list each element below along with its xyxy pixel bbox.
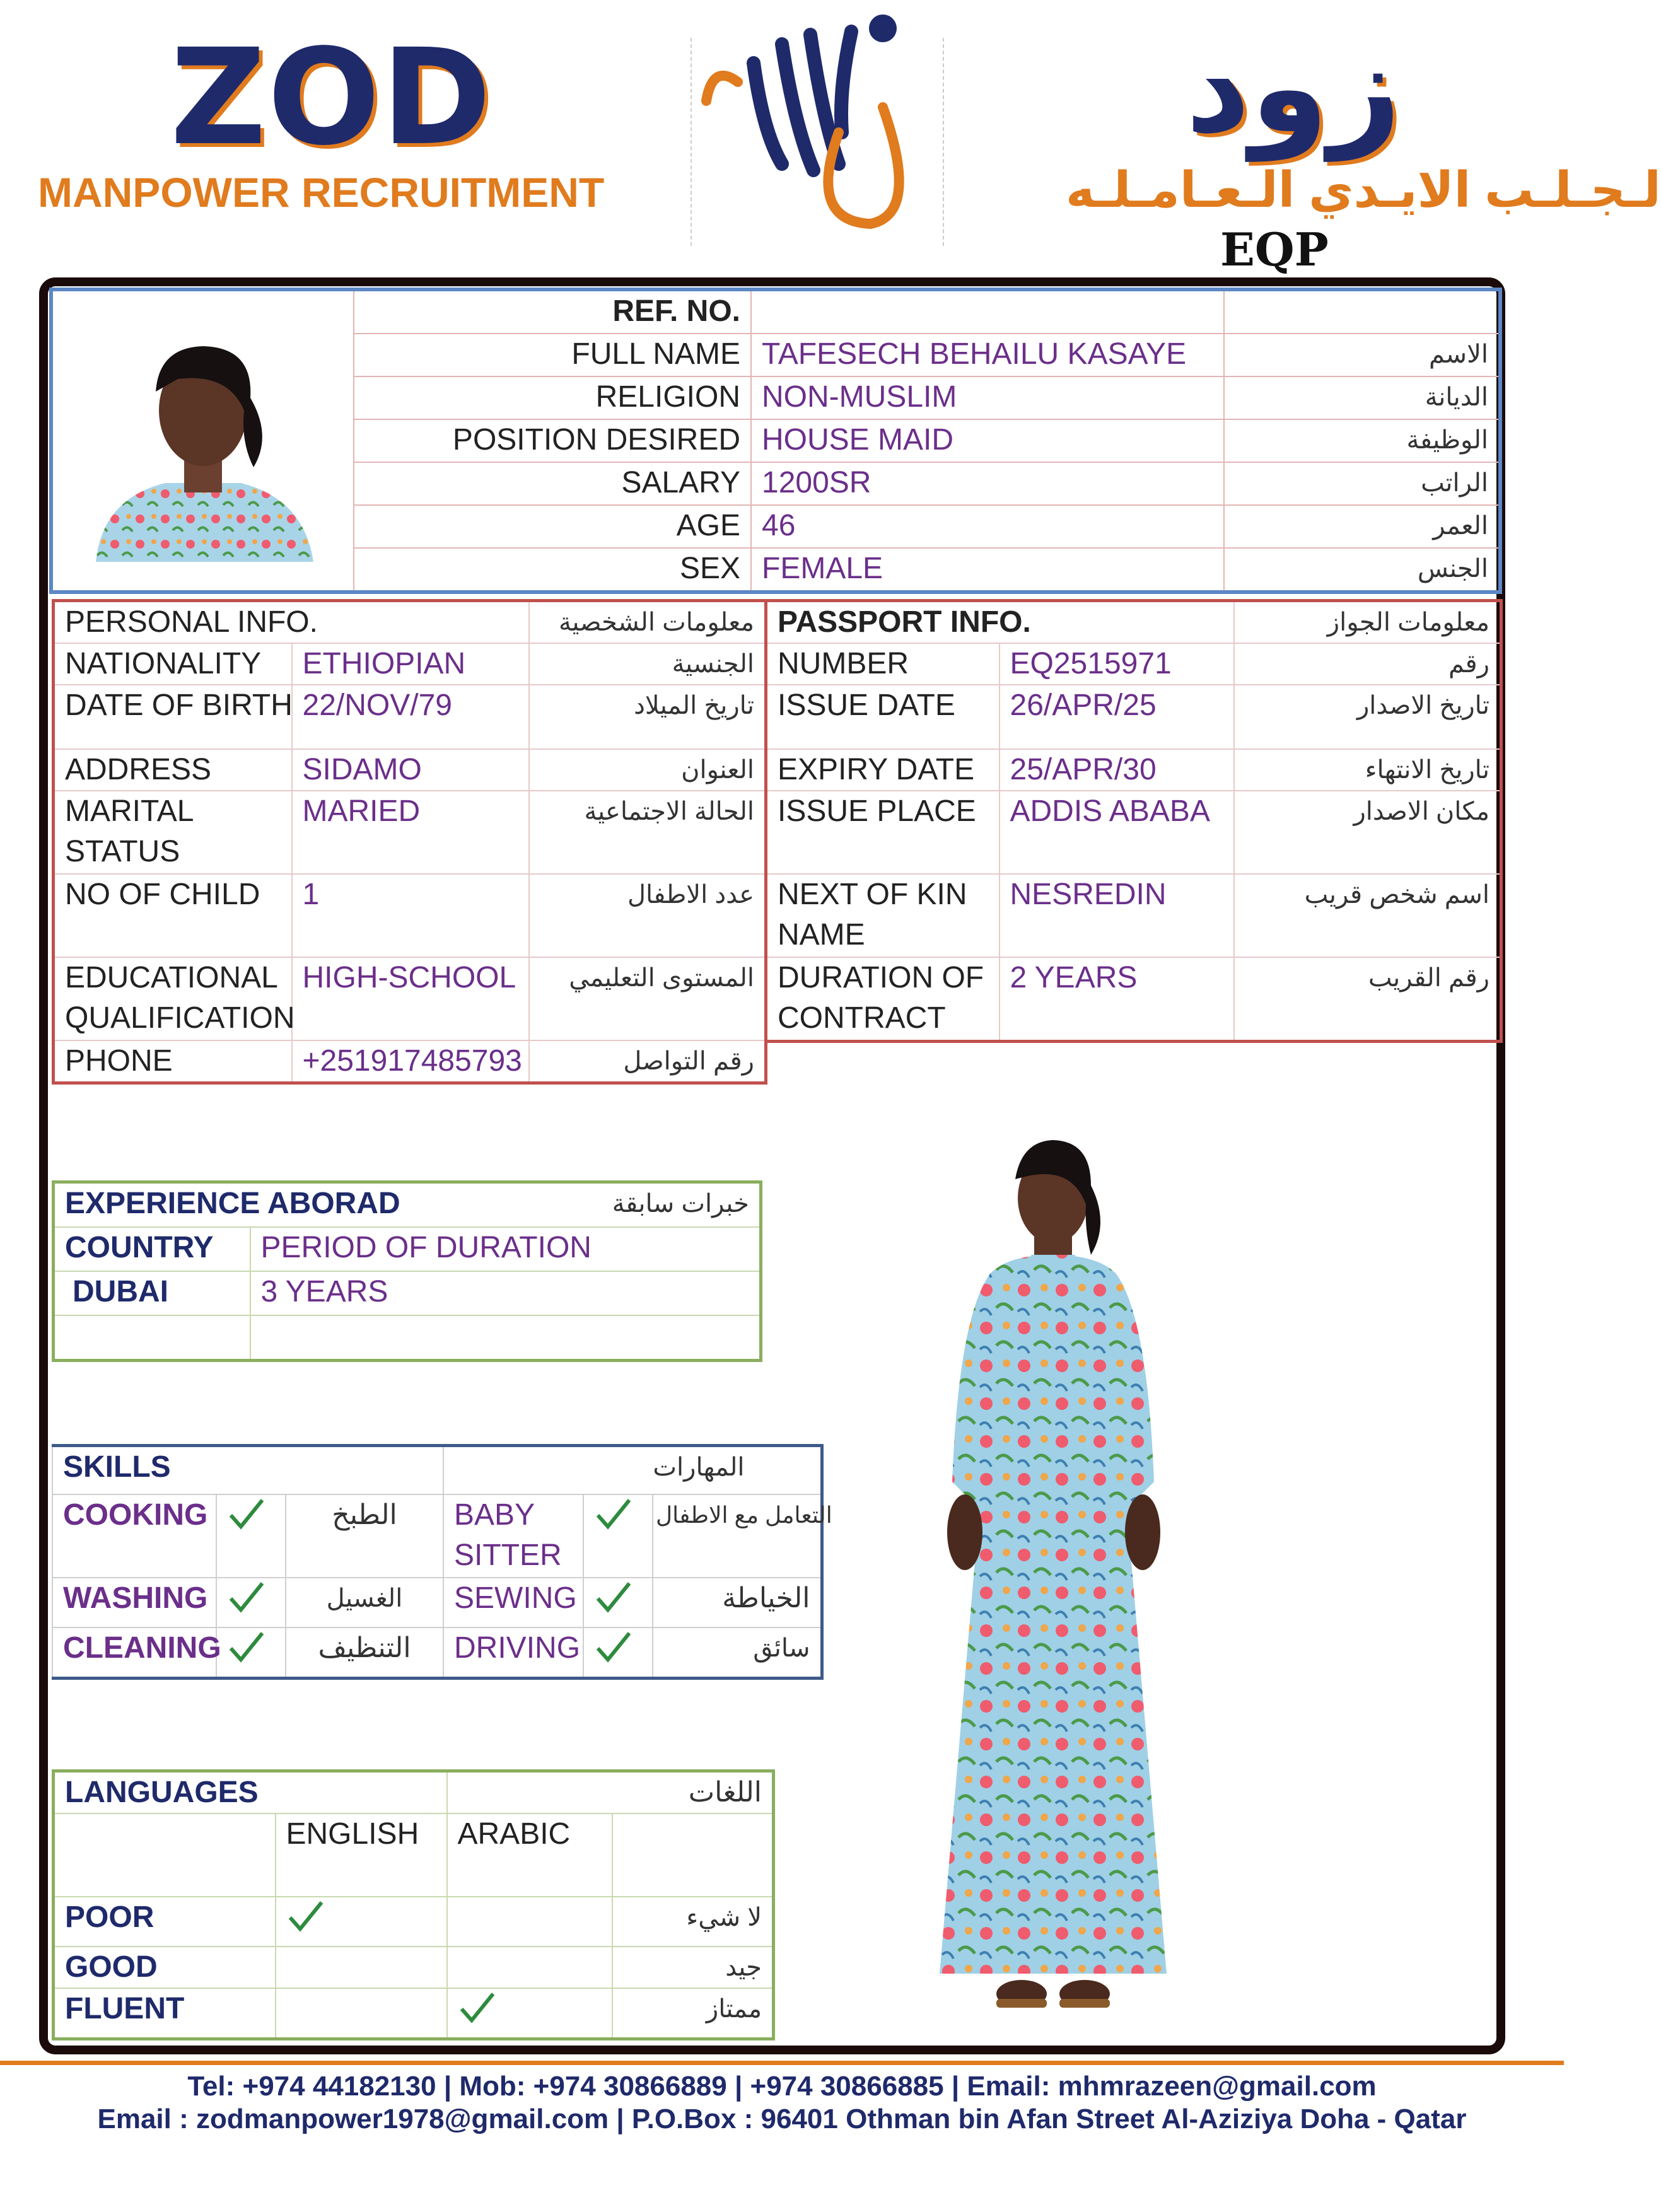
address-value: SIDAMO — [292, 749, 529, 791]
level-poor: POOR — [54, 1897, 276, 1947]
children-value: 1 — [292, 874, 529, 957]
age-arabic: العمر — [1224, 505, 1500, 548]
dob-arabic: تاريخ الميلاد — [529, 685, 766, 749]
religion-arabic: الديانة — [1224, 376, 1500, 419]
check-icon — [458, 1989, 496, 2027]
issue-date-label: ISSUE DATE — [766, 685, 1000, 749]
next-of-kin-label: NEXT OF KIN NAME — [766, 874, 1000, 957]
check-icon — [594, 1495, 632, 1533]
marital-status-value: MARIED — [292, 791, 529, 874]
skill-sewing: SEWING — [443, 1578, 583, 1627]
address-label: ADDRESS — [54, 749, 292, 791]
sex-value: FEMALE — [751, 548, 1224, 592]
position-arabic: الوظيفة — [1224, 419, 1500, 462]
issue-place-value: ADDIS ABABA — [1000, 791, 1234, 874]
full-name-value: TAFESECH BEHAILU KASAYE — [751, 334, 1224, 376]
level-good: GOOD — [54, 1947, 276, 1988]
skills-table — [52, 1444, 832, 1680]
children-label: NO OF CHILD — [54, 874, 292, 957]
religion-label: RELIGION — [354, 376, 751, 419]
brand-logo-text: ZOD — [170, 20, 493, 175]
phone-value: +251917485793 — [292, 1040, 529, 1083]
check-icon — [286, 1897, 324, 1935]
portrait-photo-cell — [51, 289, 354, 592]
brand-subtitle-arabic: لـجـلـب الايـدي الـعـامـلـه — [1066, 162, 1661, 218]
agency-code: EQP — [1220, 223, 1329, 276]
nationality-value: ETHIOPIAN — [292, 643, 529, 685]
skill-sewing-check-cell — [583, 1578, 653, 1627]
contract-duration-value: 2 YEARS — [1000, 957, 1234, 1042]
position-label: POSITION DESIRED — [354, 419, 751, 462]
arabic-fluent-cell — [447, 1988, 612, 2039]
issue-place-arabic: مكان الاصدار — [1234, 791, 1501, 874]
arabic-poor-cell — [447, 1897, 612, 1947]
education-arabic: المستوى التعليمي — [529, 957, 766, 1040]
skill-cooking-arabic: الطبخ — [286, 1494, 443, 1578]
col-english: ENGLISH — [276, 1813, 447, 1897]
english-poor-cell — [276, 1897, 447, 1947]
address-arabic: العنوان — [529, 749, 766, 791]
experience-country: DUBAI — [54, 1271, 250, 1315]
skill-washing: WASHING — [52, 1578, 216, 1627]
passport-info-title: PASSPORT INFO. — [766, 601, 1234, 644]
languages-table — [52, 1769, 775, 2040]
issue-place-label: ISSUE PLACE — [766, 791, 1000, 874]
languages-corner-cell — [612, 1813, 774, 1897]
dob-label: DATE OF BIRTH — [54, 685, 292, 749]
ref-no-label: REF. NO. — [354, 289, 751, 334]
level-good-arabic: جيد — [612, 1947, 774, 1988]
personal-info-title-arabic: معلومات الشخصية — [529, 601, 766, 644]
phone-arabic: رقم التواصل — [529, 1040, 766, 1083]
skill-cooking-check-cell — [216, 1494, 286, 1578]
sex-label: SEX — [354, 548, 751, 592]
passport-number-arabic: رقم — [1234, 643, 1501, 685]
education-label: EDUCATIONAL QUALIFICATION — [54, 957, 292, 1040]
personal-info-table — [52, 599, 767, 1085]
full-name-label: FULL NAME — [354, 334, 751, 376]
passport-info-table — [764, 599, 1503, 1043]
marital-status-label: MARITAL STATUS — [54, 791, 292, 874]
children-arabic: عدد الاطفال — [529, 874, 766, 957]
skill-washing-check-cell — [216, 1578, 286, 1627]
marital-status-arabic: الحالة الاجتماعية — [529, 791, 766, 874]
skill-cleaning-check-cell — [216, 1627, 286, 1679]
experience-empty-cell — [250, 1315, 761, 1361]
skill-baby-sitter: BABY SITTER — [443, 1494, 583, 1578]
full-name-arabic: الاسم — [1224, 334, 1500, 376]
skill-baby-sitter-check-cell — [583, 1494, 653, 1578]
sex-arabic: الجنس — [1224, 548, 1500, 592]
position-value: HOUSE MAID — [751, 419, 1224, 462]
col-arabic: ARABIC — [447, 1813, 612, 1897]
skills-title-arabic: المهارات — [443, 1446, 822, 1495]
languages-title-arabic: اللغات — [447, 1771, 774, 1814]
nationality-arabic: الجنسية — [529, 643, 766, 685]
english-good-cell — [276, 1947, 447, 1988]
brand-mark-icon — [694, 6, 959, 246]
languages-title: LANGUAGES — [54, 1771, 447, 1814]
header-divider — [691, 38, 692, 246]
check-icon — [594, 1628, 632, 1666]
religion-value: NON-MUSLIM — [751, 376, 1224, 419]
footer-contact-line: Tel: +974 44182130 | Mob: +974 30866889 | +974 30866885 | Email: mhmrazeen@gmail.com — [187, 2071, 1377, 2102]
experience-title: EXPERIENCE ABORAD — [54, 1182, 250, 1228]
passport-number-label: NUMBER — [766, 643, 1000, 685]
footer-address-line: Email : zodmanpower1978@gmail.com | P.O.Box : 96401 Othman bin Afan Street Al-Aziziya Doha - Qatar — [97, 2104, 1467, 2134]
brand-logo-arabic: زود — [1186, 15, 1402, 161]
issue-date-arabic: تاريخ الاصدار — [1234, 685, 1501, 749]
next-of-kin-arabic: اسم شخص قريب — [1234, 874, 1501, 957]
skill-driving-check-cell — [583, 1627, 653, 1679]
check-icon — [227, 1495, 265, 1533]
skill-washing-arabic: الغسيل — [286, 1578, 443, 1627]
issue-date-value: 26/APR/25 — [1000, 685, 1234, 749]
expiry-date-value: 25/APR/30 — [1000, 749, 1234, 791]
passport-info-title-arabic: معلومات الجواز — [1234, 601, 1501, 644]
level-poor-arabic: لا شيء — [612, 1897, 774, 1947]
experience-empty-cell — [54, 1315, 250, 1361]
footer-divider — [0, 2061, 1564, 2065]
skill-cooking: COOKING — [52, 1494, 216, 1578]
expiry-date-label: EXPIRY DATE — [766, 749, 1000, 791]
skills-title: SKILLS — [52, 1446, 443, 1495]
next-of-kin-value: NESREDIN — [1000, 874, 1234, 957]
passport-number-value: EQ2515971 — [1000, 643, 1234, 685]
ref-no-value — [751, 289, 1224, 334]
skill-cleaning-arabic: التنظيف — [286, 1627, 443, 1679]
check-icon — [594, 1578, 632, 1616]
experience-title-arabic: خبرات سابقة — [250, 1182, 761, 1228]
age-label: AGE — [354, 505, 751, 548]
contract-duration-arabic: رقم القريب — [1234, 957, 1501, 1042]
experience-table — [52, 1180, 762, 1362]
level-fluent-arabic: ممتاز — [612, 1988, 774, 2039]
candidate-summary-table — [49, 288, 1502, 594]
skill-baby-sitter-arabic: التعامل مع الاطفال — [653, 1494, 822, 1578]
level-fluent: FLUENT — [54, 1988, 276, 2039]
arabic-good-cell — [447, 1947, 612, 1988]
ref-no-arabic — [1224, 289, 1500, 334]
english-fluent-cell — [276, 1988, 447, 2039]
skill-sewing-arabic: الخياطة — [653, 1578, 822, 1627]
col-period: PERIOD OF DURATION — [250, 1227, 761, 1271]
full-body-photo — [902, 1129, 1204, 2024]
check-icon — [227, 1578, 265, 1616]
salary-arabic: الراتب — [1224, 462, 1500, 505]
check-icon — [227, 1628, 265, 1666]
dob-value: 22/NOV/79 — [292, 685, 529, 749]
brand-subtitle: MANPOWER RECRUITMENT — [38, 169, 605, 216]
skill-driving-arabic: سائق — [653, 1627, 822, 1679]
expiry-date-arabic: تاريخ الانتهاء — [1234, 749, 1501, 791]
salary-value: 1200SR — [751, 462, 1224, 505]
experience-period: 3 YEARS — [250, 1271, 761, 1315]
languages-corner-cell — [54, 1813, 276, 1897]
contract-duration-label: DURATION OF CONTRACT — [766, 957, 1000, 1042]
portrait-photo — [83, 310, 323, 562]
salary-label: SALARY — [354, 462, 751, 505]
education-value: HIGH-SCHOOL — [292, 957, 529, 1040]
skill-cleaning: CLEANING — [52, 1627, 216, 1679]
col-country: COUNTRY — [54, 1227, 250, 1271]
phone-label: PHONE — [54, 1040, 292, 1083]
nationality-label: NATIONALITY — [54, 643, 292, 685]
skill-driving: DRIVING — [443, 1627, 583, 1679]
age-value: 46 — [751, 505, 1224, 548]
personal-info-title: PERSONAL INFO. — [54, 601, 529, 644]
